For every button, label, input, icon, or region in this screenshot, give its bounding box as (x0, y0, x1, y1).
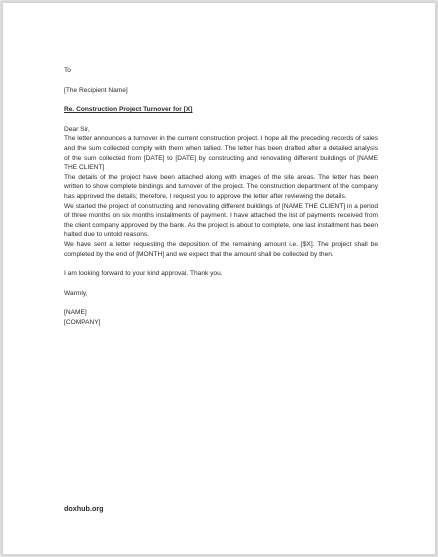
signature-company: [COMPANY] (64, 318, 101, 326)
letter-body (64, 66, 378, 327)
paragraph-3: We started the project of constructing and renovating different buildings of [NAME THE CLIENT] in a period of three months on six months installments of payment. I have attached the list of payments received from the client company approved by the bank. As the project is about to complete, one last installment has been halted due to untold reasons. (64, 202, 378, 239)
footer-site-label: doxhub.org (64, 504, 104, 513)
to-label: To (64, 67, 71, 74)
document-page (2, 2, 436, 555)
recipient-name: [The Recipient Name] (64, 86, 128, 94)
paragraph-2: The details of the project have been attached along with images of the site areas. The letter has been written to show complete bindings and turnover of the project. The construction department of the company has approved the details; therefore, I request you to approve the letter after reviewing the details. (64, 173, 378, 200)
paragraph-4: We have sent a letter requesting the deposition of the remaining amount i.e. [$X]. The project shall be completed by the end of [MONTH] and we expect that the amount shall be collected by then. (64, 240, 378, 258)
closing-line: I am looking forward to your kind approval. Thank you. (64, 270, 223, 278)
subject-line: Re. Construction Project Turnover for [X] (64, 106, 193, 114)
signature-name: [NAME] (64, 309, 87, 317)
paragraph-1: The letter announces a turnover in the current construction project. I hope all the preceding records of sales and the sum collected comply with them when tallied. The letter has been drafted after a detailed analysis of the sum collected from [DATE] to [DATE] by constructing and renovating different buildings of [NAME THE CLIENT] (64, 135, 378, 172)
sign-off: Warmly, (64, 289, 88, 297)
salutation: Dear Sir, (64, 125, 90, 133)
